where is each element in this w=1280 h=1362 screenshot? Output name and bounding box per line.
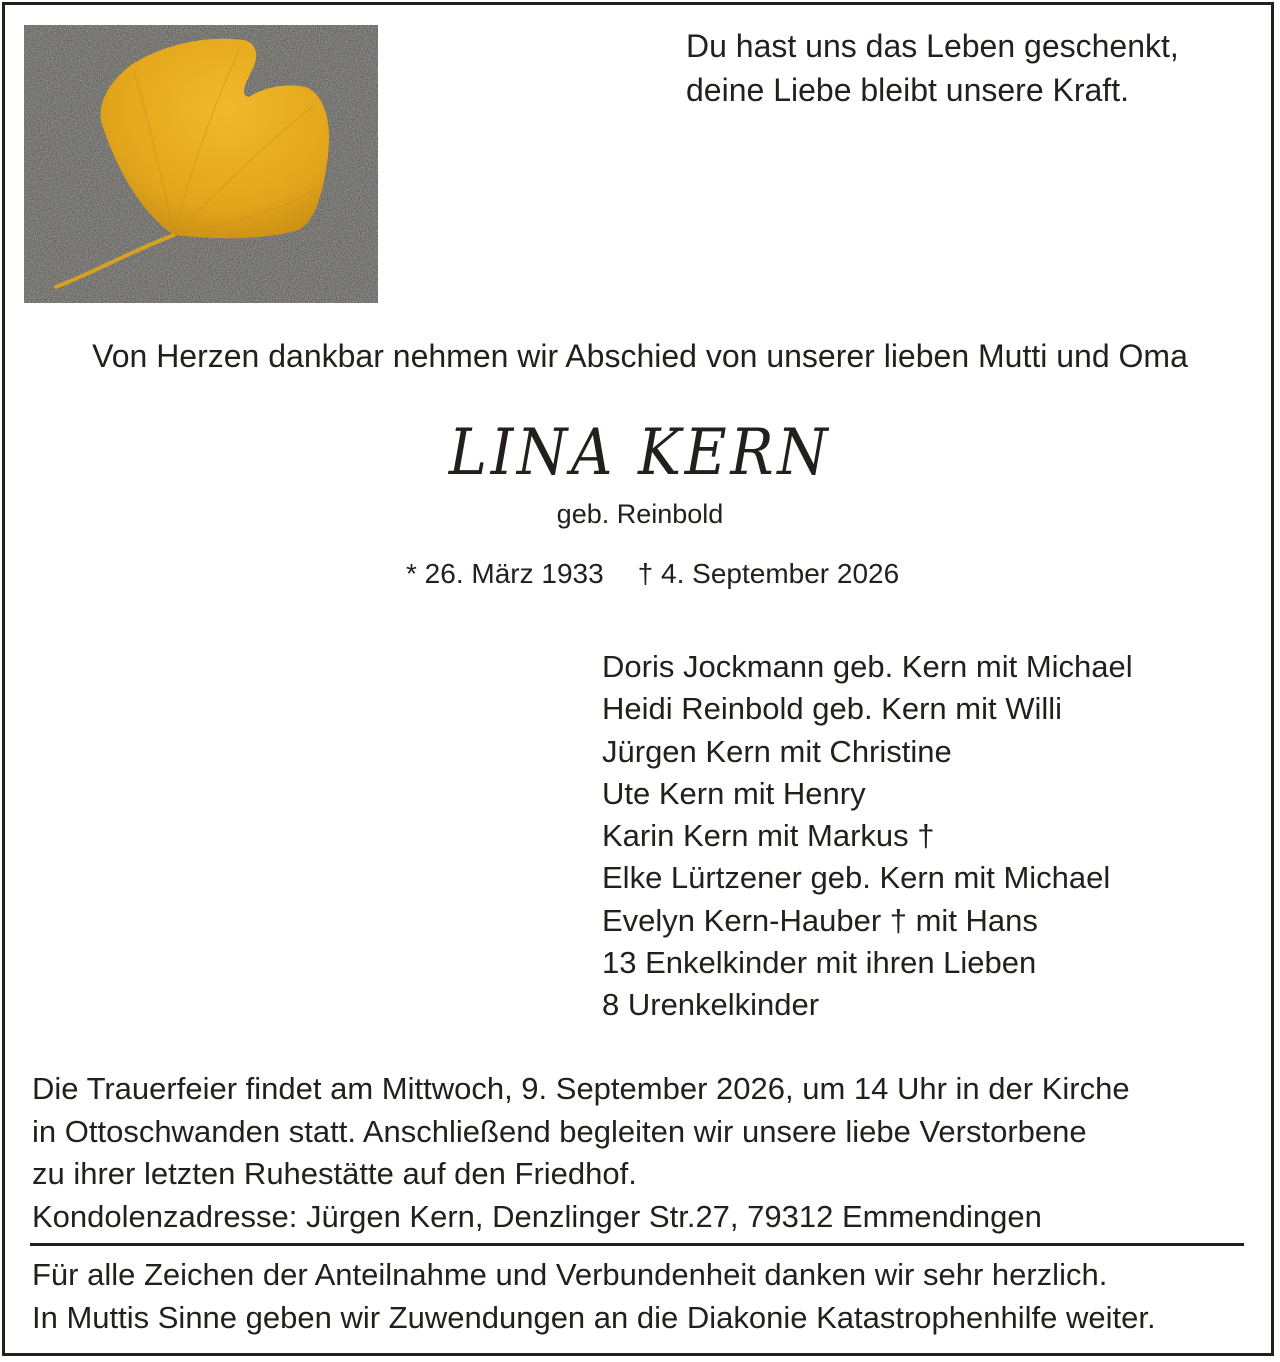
motto-line: Du hast uns das Leben geschenkt, [686,28,1179,64]
list-item: Elke Lürtzener geb. Kern mit Michael [602,860,1111,896]
deceased-name: LINA KERN [448,416,832,490]
death-date: † 4. September 2026 [637,558,900,589]
motto-line: deine Liebe bleibt unsere Kraft. [686,72,1129,108]
ginkgo-leaf-icon [24,25,378,303]
ginkgo-leaf-photo [24,25,378,303]
thanks-line: Für alle Zeichen der Anteilnahme und Verbundenheit danken wir sehr herzlich. [32,1257,1108,1292]
notice-line: in Ottoschwanden statt. Anschließend begleiten wir unsere liebe Verstorbene [32,1113,1087,1149]
list-item: Karin Kern mit Markus † [602,818,935,854]
list-item: Jürgen Kern mit Christine [602,733,952,769]
list-item: 13 Enkelkinder mit ihren Lieben [602,945,1037,981]
mourners-list [602,646,1133,1027]
list-item: Evelyn Kern-Hauber † mit Hans [602,902,1038,938]
notice-line: Die Trauerfeier findet am Mittwoch, 9. September 2026, um 14 Uhr in der Kirche [32,1071,1130,1106]
condolence-address: Kondolenzadresse: Jürgen Kern, Denzlinger Str.27, 79312 Emmendingen [32,1198,1042,1234]
thanks-line: In Muttis Sinne geben wir Zuwendungen an die Diakonie Katastrophenhilfe weiter. [32,1299,1156,1335]
intro-text: Von Herzen dankbar nehmen wir Abschied von unserer lieben Mutti und Oma [92,338,1188,374]
funeral-notice [32,1068,1130,1238]
life-dates [406,556,899,592]
divider [30,1243,1244,1246]
list-item: Ute Kern mit Henry [602,775,866,811]
thanks-text [32,1254,1156,1339]
motto-quote [686,24,1246,112]
notice-line: zu ihrer letzten Ruhestätte auf den Friedhof. [32,1156,637,1191]
list-item: Doris Jockmann geb. Kern mit Michael [602,649,1133,684]
birth-date: * 26. März 1933 [406,558,604,589]
maiden-name: geb. Reinbold [556,499,724,529]
list-item: Heidi Reinbold geb. Kern mit Willi [602,691,1063,727]
list-item: 8 Urenkelkinder [602,987,820,1023]
